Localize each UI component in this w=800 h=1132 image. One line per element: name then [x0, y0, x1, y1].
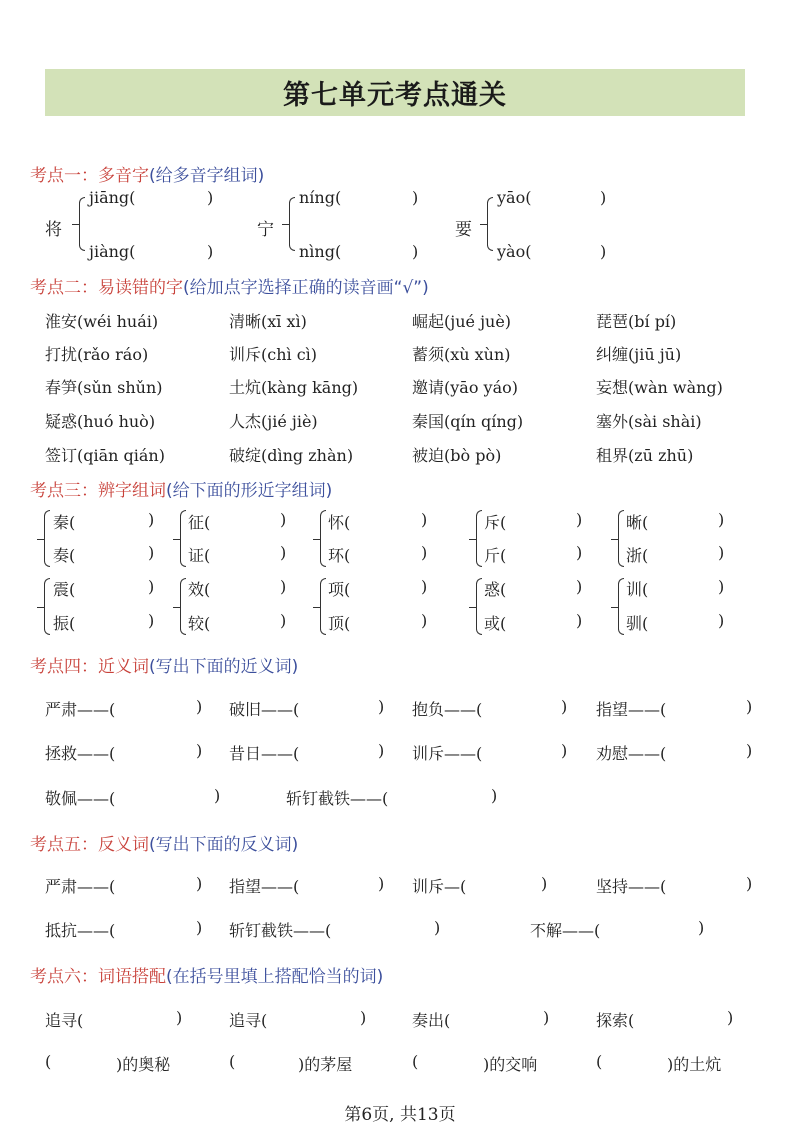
section-6-heading: [30, 962, 383, 987]
char-blank[interactable]: 怀(: [328, 513, 351, 532]
brace-icon: [44, 510, 50, 567]
synonym-blank[interactable]: 劝慰——(: [596, 744, 667, 763]
char-blank[interactable]: 秦(: [53, 513, 76, 532]
brace-icon: [320, 510, 326, 567]
reading-blank[interactable]: yào(: [497, 242, 532, 261]
close-paren: ): [718, 510, 725, 529]
collocation-suffix: )的交响: [483, 1055, 538, 1074]
char-blank[interactable]: 项(: [328, 580, 351, 599]
reading-blank[interactable]: jiàng(: [89, 242, 136, 261]
char-blank[interactable]: 训(: [626, 580, 649, 599]
synonym-blank[interactable]: 斩钉截铁——(: [286, 789, 389, 808]
reading-blank[interactable]: níng(: [299, 188, 342, 207]
misread-item[interactable]: 疑惑(huó huò): [45, 412, 156, 431]
char-blank[interactable]: 奏(: [53, 546, 76, 565]
section-label: 考点四：近义词: [30, 657, 149, 677]
close-paren: ): [280, 510, 287, 529]
close-paren: ): [421, 611, 428, 630]
synonym-blank[interactable]: 抱负——(: [412, 700, 483, 719]
collocation-suffix: )的茅屋: [298, 1055, 353, 1074]
close-paren: ): [421, 510, 428, 529]
brace-icon: [476, 510, 482, 567]
page-footer: 第6页, 共13页: [344, 1105, 456, 1125]
polyphone-char: 将: [45, 220, 62, 240]
close-paren: ): [491, 786, 498, 805]
char-blank[interactable]: 振(: [53, 614, 76, 633]
synonym-blank[interactable]: 训斥——(: [412, 744, 483, 763]
char-blank[interactable]: 斥(: [484, 513, 507, 532]
close-paren: ): [718, 577, 725, 596]
brace-icon: [79, 197, 85, 251]
synonym-blank[interactable]: 破旧——(: [229, 700, 300, 719]
close-paren: ): [576, 543, 583, 562]
close-paren: ): [214, 786, 221, 805]
close-paren: ): [196, 874, 203, 893]
close-paren: ): [718, 611, 725, 630]
close-paren: ): [207, 188, 214, 207]
antonym-blank[interactable]: 严肃——(: [45, 877, 116, 896]
close-paren: ): [421, 577, 428, 596]
synonym-blank[interactable]: 严肃——(: [45, 700, 116, 719]
char-blank[interactable]: 顶(: [328, 614, 351, 633]
section-5-heading: [30, 830, 298, 855]
synonym-blank[interactable]: 敬佩——(: [45, 789, 116, 808]
misread-item[interactable]: 塞外(sài shài): [596, 412, 702, 431]
close-paren: ): [360, 1008, 367, 1027]
close-paren: ): [196, 697, 203, 716]
misread-item[interactable]: 清晰(xī xì): [229, 312, 307, 331]
misread-item[interactable]: 崛起(jué juè): [412, 312, 512, 331]
char-blank[interactable]: 较(: [188, 614, 211, 633]
close-paren: ): [196, 741, 203, 760]
reading-blank[interactable]: jiāng(: [89, 188, 136, 207]
close-paren: ): [434, 918, 441, 937]
brace-icon: [618, 578, 624, 635]
page-title: 第七单元考点通关: [283, 80, 507, 111]
close-paren: ): [576, 510, 583, 529]
char-blank[interactable]: 驯(: [626, 614, 649, 633]
section-label: 考点一：多音字: [30, 166, 149, 186]
char-blank[interactable]: 震(: [53, 580, 76, 599]
misread-item[interactable]: 春笋(sǔn shǔn): [45, 378, 163, 397]
close-paren: ): [727, 1008, 734, 1027]
brace-icon: [320, 578, 326, 635]
misread-item[interactable]: 破绽(dìng zhàn): [229, 446, 354, 465]
section-instruction: (给加点字选择正确的读音画“√”): [183, 278, 429, 298]
char-blank[interactable]: 浙(: [626, 546, 649, 565]
misread-item[interactable]: 邀请(yāo yáo): [412, 378, 518, 397]
title-banner: [45, 69, 745, 116]
close-paren: ): [541, 874, 548, 893]
misread-item[interactable]: 人杰(jié jiè): [229, 412, 318, 431]
close-paren: ): [746, 697, 753, 716]
close-paren: ): [378, 697, 385, 716]
close-paren: ): [412, 242, 419, 261]
misread-item[interactable]: 打扰(rǎo ráo): [45, 345, 149, 364]
collocation-suffix: )的奥秘: [116, 1055, 171, 1074]
misread-item[interactable]: 纠缠(jiū jū): [596, 345, 682, 364]
polyphone-char: 要: [455, 220, 472, 240]
misread-item[interactable]: 妄想(wàn wàng): [596, 378, 723, 397]
collocation-blank[interactable]: (: [412, 1052, 419, 1071]
synonym-blank[interactable]: 昔日——(: [229, 744, 300, 763]
close-paren: ): [746, 741, 753, 760]
close-paren: ): [746, 874, 753, 893]
collocation-blank[interactable]: (: [45, 1052, 52, 1071]
reading-blank[interactable]: yāo(: [497, 188, 532, 207]
antonym-blank[interactable]: 指望——(: [229, 877, 300, 896]
antonym-blank[interactable]: 训斥—(: [412, 877, 467, 896]
misread-item[interactable]: 淮安(wéi huái): [45, 312, 159, 331]
char-blank[interactable]: 证(: [188, 546, 211, 565]
close-paren: ): [576, 611, 583, 630]
section-label: 考点五：反义词: [30, 835, 149, 855]
collocation-blank[interactable]: 追寻(: [45, 1011, 84, 1030]
reading-blank[interactable]: nìng(: [299, 242, 342, 261]
char-blank[interactable]: 晰(: [626, 513, 649, 532]
misread-item[interactable]: 土炕(kàng kāng): [229, 378, 359, 397]
char-blank[interactable]: 环(: [328, 546, 351, 565]
close-paren: ): [148, 510, 155, 529]
char-blank[interactable]: 效(: [188, 580, 211, 599]
misread-item[interactable]: 秦国(qín qíng): [412, 412, 524, 431]
section-label: 考点六：词语搭配: [30, 967, 166, 987]
section-2-heading: [30, 273, 429, 298]
antonym-blank[interactable]: 抵抗——(: [45, 921, 116, 940]
collocation-blank[interactable]: 奏出(: [412, 1011, 451, 1030]
close-paren: ): [378, 874, 385, 893]
close-paren: ): [196, 918, 203, 937]
antonym-blank[interactable]: 不解——(: [530, 921, 601, 940]
close-paren: ): [378, 741, 385, 760]
close-paren: ): [561, 741, 568, 760]
close-paren: ): [148, 611, 155, 630]
synonym-blank[interactable]: 拯救——(: [45, 744, 116, 763]
antonym-blank[interactable]: 斩钉截铁——(: [229, 921, 332, 940]
section-3-heading: [30, 476, 332, 501]
char-blank[interactable]: 或(: [484, 614, 507, 633]
close-paren: ): [600, 188, 607, 207]
close-paren: ): [600, 242, 607, 261]
misread-item[interactable]: 琵琶(bí pí): [596, 312, 677, 331]
close-paren: ): [207, 242, 214, 261]
close-paren: ): [561, 697, 568, 716]
char-blank[interactable]: 征(: [188, 513, 211, 532]
brace-icon: [180, 510, 186, 567]
brace-icon: [487, 197, 493, 251]
section-instruction: (写出下面的近义词): [149, 657, 299, 677]
section-1-heading: [30, 161, 264, 186]
collocation-blank[interactable]: (: [229, 1052, 236, 1071]
char-blank[interactable]: 惑(: [484, 580, 507, 599]
misread-item[interactable]: 蓄须(xù xùn): [412, 345, 511, 364]
brace-icon: [180, 578, 186, 635]
section-instruction: (写出下面的反义词): [149, 835, 299, 855]
misread-item[interactable]: 签订(qiān qián): [45, 446, 165, 465]
brace-icon: [618, 510, 624, 567]
misread-item[interactable]: 训斥(chì cì): [229, 345, 318, 364]
misread-item[interactable]: 被迫(bò pò): [412, 446, 502, 465]
brace-icon: [289, 197, 295, 251]
collocation-blank[interactable]: (: [596, 1052, 603, 1071]
close-paren: ): [280, 543, 287, 562]
section-instruction: (给下面的形近字组词): [166, 481, 333, 501]
brace-icon: [476, 578, 482, 635]
collocation-suffix: )的土炕: [667, 1055, 722, 1074]
close-paren: ): [718, 543, 725, 562]
section-label: 考点二：易读错的字: [30, 278, 183, 298]
section-4-heading: [30, 652, 298, 677]
close-paren: ): [543, 1008, 550, 1027]
misread-item[interactable]: 租界(zū zhū): [596, 446, 694, 465]
close-paren: ): [280, 577, 287, 596]
close-paren: ): [576, 577, 583, 596]
antonym-blank[interactable]: 坚持——(: [596, 877, 667, 896]
char-blank[interactable]: 斤(: [484, 546, 507, 565]
close-paren: ): [280, 611, 287, 630]
brace-icon: [44, 578, 50, 635]
collocation-blank[interactable]: 探索(: [596, 1011, 635, 1030]
section-instruction: (在括号里填上搭配恰当的词): [166, 967, 384, 987]
section-instruction: (给多音字组词): [149, 166, 265, 186]
close-paren: ): [148, 543, 155, 562]
polyphone-char: 宁: [257, 220, 274, 240]
section-label: 考点三：辨字组词: [30, 481, 166, 501]
close-paren: ): [176, 1008, 183, 1027]
close-paren: ): [698, 918, 705, 937]
close-paren: ): [421, 543, 428, 562]
close-paren: ): [412, 188, 419, 207]
close-paren: ): [148, 577, 155, 596]
synonym-blank[interactable]: 指望——(: [596, 700, 667, 719]
collocation-blank[interactable]: 追寻(: [229, 1011, 268, 1030]
